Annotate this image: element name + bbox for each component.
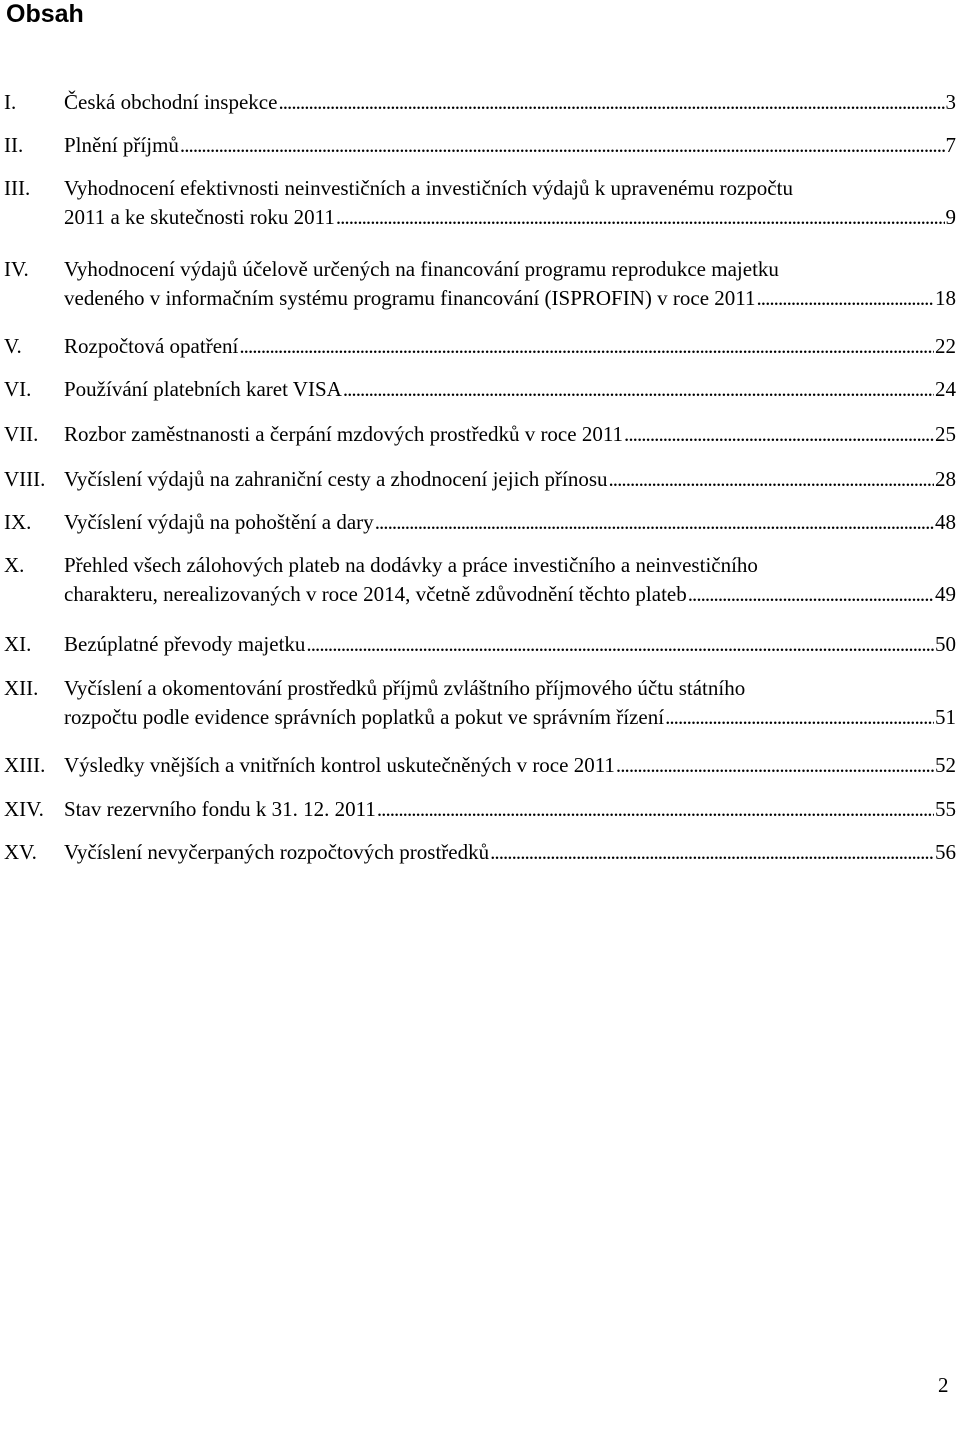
toc-entry-number: XIV. [4, 797, 44, 821]
toc-entry-page: 48 [935, 510, 956, 534]
toc-entry-page: 7 [945, 133, 956, 157]
toc-entry-title: Vyčíslení nevyčerpaných rozpočtových prostředků [64, 840, 490, 864]
dot-leader [756, 284, 934, 313]
toc-entry[interactable] [4, 131, 956, 160]
toc-entry-title: Rozpočtová opatření [64, 334, 239, 358]
toc-entry-lastline [64, 465, 956, 494]
toc-entry-title: Vyhodnocení výdajů účelově určených na financování programu reprodukce majetku [64, 257, 779, 281]
dot-leader [343, 375, 934, 404]
toc-entry-title: charakteru, nerealizovaných v roce 2014, včetně zdůvodnění těchto plateb [64, 582, 687, 606]
toc-entry-number: XI. [4, 632, 32, 656]
toc-entry-body [64, 332, 956, 361]
toc-entry-number: VIII. [4, 467, 46, 491]
toc-entry-body [64, 751, 956, 780]
toc-entry-number: XV. [4, 840, 37, 864]
toc-entry-body [64, 465, 956, 494]
toc-entry-body [64, 630, 956, 659]
toc-entry-body [64, 131, 956, 160]
toc-entry-title: Vyhodnocení efektivnosti neinvestičních a investičních výdajů k upravenému rozpočtu [64, 176, 793, 200]
toc-entry-body [64, 255, 956, 313]
toc-entry-title: Výsledky vnějších a vnitřních kontrol uskutečněných v roce 2011 [64, 753, 615, 777]
toc-entry-lastline [64, 580, 956, 609]
dot-leader [688, 580, 934, 609]
toc-entry-number: III. [4, 176, 31, 200]
toc-entry-page: 28 [935, 467, 956, 491]
toc-entry-page: 49 [935, 582, 956, 606]
toc-entry-page: 52 [935, 753, 956, 777]
toc-entry-title: rozpočtu podle evidence správních poplatků a pokut ve správním řízení [64, 705, 665, 729]
toc-entry-page: 18 [935, 286, 956, 310]
toc-entry-lastline [64, 703, 956, 732]
toc-entry-title: Přehled všech zálohových plateb na dodávky a práce investičního a neinvestičního [64, 553, 758, 577]
dot-leader [665, 703, 934, 732]
toc-entry-page: 9 [945, 205, 956, 229]
toc-entry[interactable] [4, 508, 956, 537]
toc-entry-body [64, 174, 956, 232]
toc-entry-page: 3 [945, 90, 956, 114]
toc-entry-lastline [64, 630, 956, 659]
toc-entry-title: 2011 a ke skutečnosti roku 2011 [64, 205, 335, 229]
toc-entry-lastline [64, 375, 956, 404]
toc-entry-page: 22 [935, 334, 956, 358]
toc-entry-title: Vyčíslení a okomentování prostředků příjmů zvláštního příjmového účtu státního [64, 676, 746, 700]
toc-entry-body [64, 420, 956, 449]
toc-entry-number: XIII. [4, 753, 46, 777]
toc-entry-number: I. [4, 90, 17, 114]
dot-leader [616, 751, 934, 780]
toc-entry-number: VI. [4, 377, 32, 401]
dot-leader [375, 508, 934, 537]
toc-entry[interactable] [4, 420, 956, 449]
toc-entry[interactable] [4, 375, 956, 404]
toc-entry-lastline [64, 131, 956, 160]
toc-entry-lastline [64, 284, 956, 313]
toc-entry-body [64, 375, 956, 404]
toc-entry[interactable] [4, 630, 956, 659]
toc-entry-title: Rozbor zaměstnanosti a čerpání mzdových prostředků v roce 2011 [64, 422, 624, 446]
toc-entry-number: IX. [4, 510, 32, 534]
toc-entry-lastline [64, 88, 956, 117]
toc-entry-lastline [64, 420, 956, 449]
page-title: Obsah [6, 0, 84, 28]
toc-entry-page: 24 [935, 377, 956, 401]
toc-entry-number: II. [4, 133, 24, 157]
dot-leader [278, 88, 944, 117]
toc-entry-title: Vyčíslení výdajů na pohoštění a dary [64, 510, 374, 534]
toc-entry-title: Bezúplatné převody majetku [64, 632, 306, 656]
toc-entry-body [64, 551, 956, 609]
dot-leader [490, 838, 934, 867]
toc-entry-page: 51 [935, 705, 956, 729]
dot-leader [180, 131, 945, 160]
toc-entry-number: IV. [4, 257, 29, 281]
toc-entry-title: Vyčíslení výdajů na zahraniční cesty a zhodnocení jejich přínosu [64, 467, 608, 491]
toc-entry[interactable] [4, 88, 956, 117]
toc-entry-number: XII. [4, 676, 39, 700]
dot-leader [377, 795, 934, 824]
toc-entry[interactable] [4, 255, 956, 313]
toc-entry-body [64, 838, 956, 867]
toc-entry[interactable] [4, 751, 956, 780]
toc-entry-title: Používání platebních karet VISA [64, 377, 342, 401]
dot-leader [336, 203, 945, 232]
toc-entry[interactable] [4, 795, 956, 824]
toc-entry-lastline [64, 203, 956, 232]
toc-entry-page: 25 [935, 422, 956, 446]
toc-entry-lastline [64, 795, 956, 824]
toc-entry[interactable] [4, 674, 956, 732]
toc-entry[interactable] [4, 551, 956, 609]
toc-entry-title: Česká obchodní inspekce [64, 90, 278, 114]
toc-entry-page: 56 [935, 840, 956, 864]
toc-entry-lastline [64, 838, 956, 867]
dot-leader [624, 420, 934, 449]
toc-entry-body [64, 795, 956, 824]
dot-leader [306, 630, 934, 659]
toc-entry-lastline [64, 508, 956, 537]
toc-entry-number: V. [4, 334, 22, 358]
toc-entry[interactable] [4, 332, 956, 361]
page-number: 2 [938, 1373, 949, 1397]
dot-leader [609, 465, 935, 494]
toc-entry-title: vedeného v informačním systému programu financování (ISPROFIN) v roce 2011 [64, 286, 756, 310]
toc-entry[interactable] [4, 465, 956, 494]
toc-entry-lastline [64, 751, 956, 780]
toc-entry-number: X. [4, 553, 25, 577]
toc-entry-lastline [64, 332, 956, 361]
toc-entry-body [64, 88, 956, 117]
toc-entry-title: Stav rezervního fondu k 31. 12. 2011 [64, 797, 376, 821]
toc-entry[interactable] [4, 838, 956, 867]
toc-entry[interactable] [4, 174, 956, 232]
toc-entry-page: 55 [935, 797, 956, 821]
dot-leader [239, 332, 934, 361]
toc-entry-page: 50 [935, 632, 956, 656]
toc-entry-title: Plnění příjmů [64, 133, 179, 157]
toc-entry-body [64, 674, 956, 732]
toc-entry-number: VII. [4, 422, 39, 446]
toc-entry-body [64, 508, 956, 537]
